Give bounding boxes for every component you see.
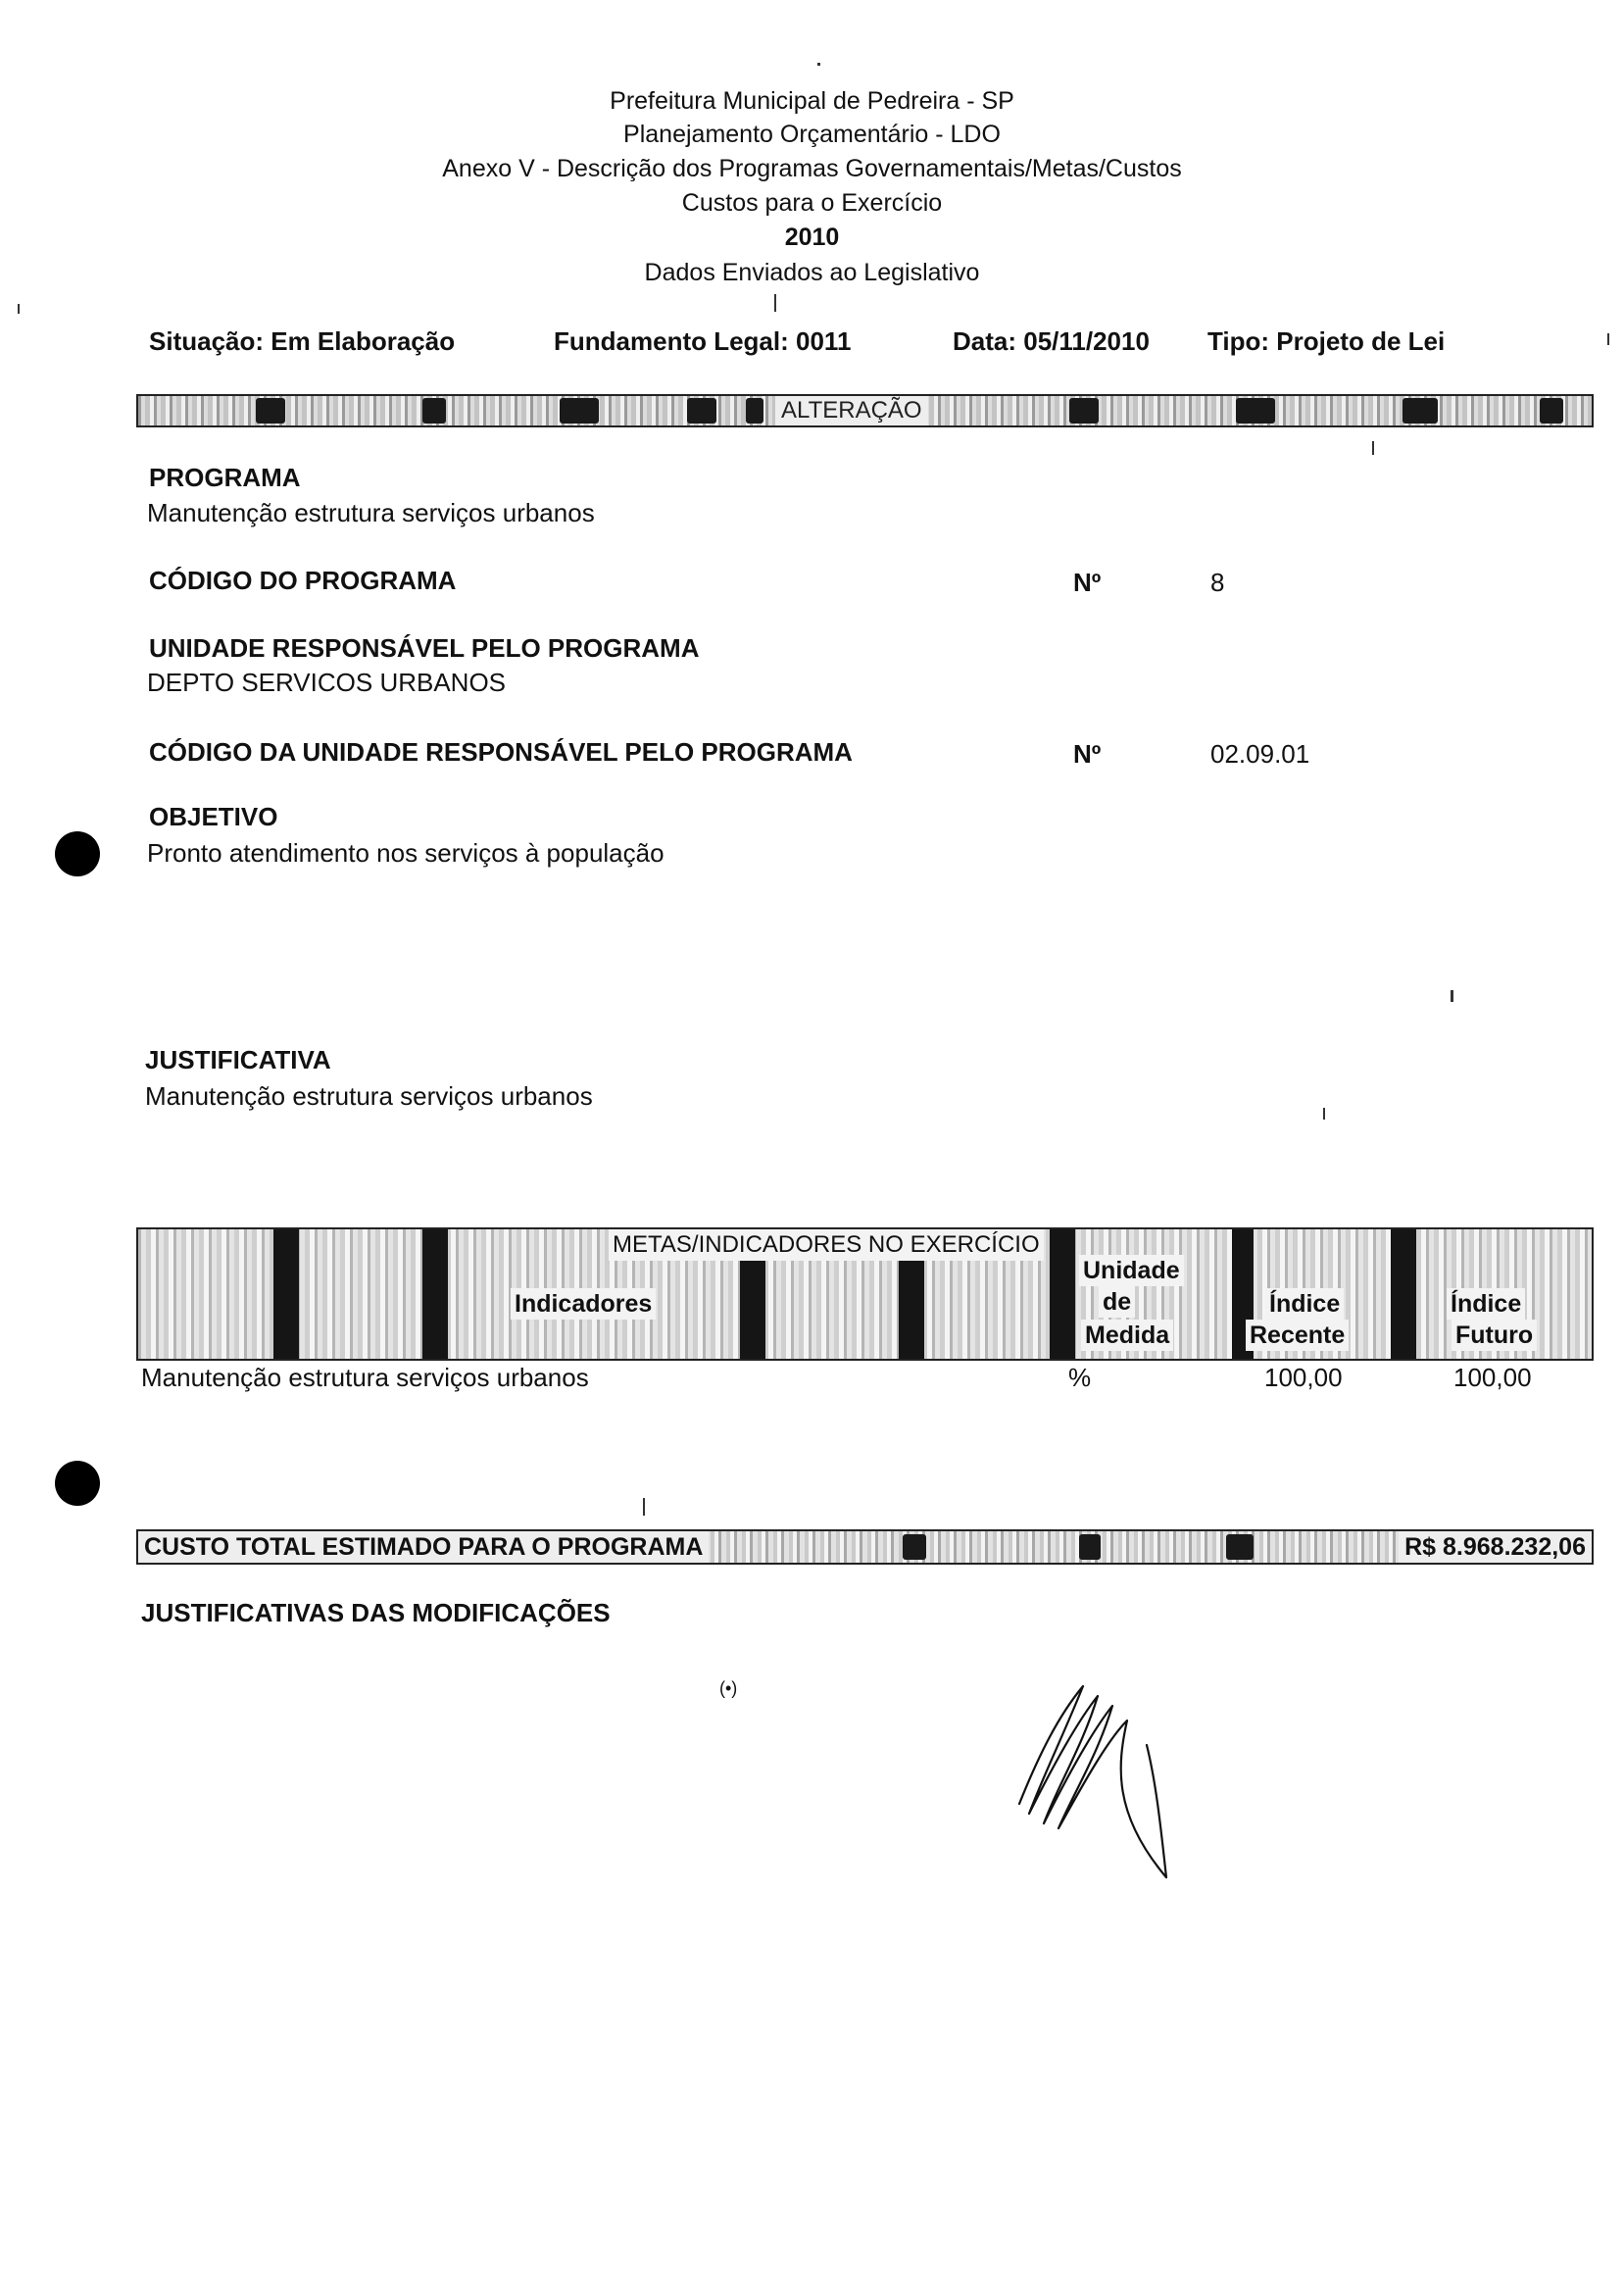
bar-noise	[903, 1534, 926, 1560]
col-futuro-1: Índice	[1447, 1288, 1525, 1320]
col-unidade-1: Unidade	[1079, 1255, 1184, 1286]
custo-total-label: CUSTO TOTAL ESTIMADO PARA O PROGRAMA	[138, 1531, 709, 1563]
codigo-unidade-label: CÓDIGO DA UNIDADE RESPONSÁVEL PELO PROGRAMA	[149, 737, 853, 767]
bar-noise	[1079, 1534, 1101, 1560]
metas-row-recente: 100,00	[1264, 1363, 1343, 1392]
hole-punch	[55, 831, 100, 876]
status-data: Data: 05/11/2010	[953, 326, 1150, 356]
hole-punch	[55, 1461, 100, 1506]
header-line-3: Anexo V - Descrição dos Programas Governamentais/Metas/Custos	[442, 155, 1182, 182]
programa-label: PROGRAMA	[149, 463, 301, 492]
scan-speck	[1372, 441, 1374, 455]
column-separator	[1391, 1229, 1416, 1359]
scan-speck	[1607, 333, 1609, 345]
column-separator	[422, 1229, 448, 1359]
objetivo-label: OBJETIVO	[149, 802, 278, 831]
programa-value: Manutenção estrutura serviços urbanos	[147, 498, 595, 527]
header-line-6: Dados Enviados ao Legislativo	[644, 259, 980, 286]
codigo-programa-label: CÓDIGO DO PROGRAMA	[149, 566, 457, 595]
col-futuro-2: Futuro	[1452, 1320, 1537, 1351]
bar-noise	[1540, 398, 1563, 424]
alteracao-bar	[136, 394, 1594, 427]
codigo-unidade-value: 02.09.01	[1210, 739, 1310, 769]
bar-noise	[1226, 1534, 1254, 1560]
alteracao-label: ALTERAÇÃO	[775, 396, 928, 425]
header-year: 2010	[784, 224, 840, 251]
bar-noise	[422, 398, 446, 424]
small-mark: (•)	[719, 1678, 738, 1698]
status-fundamento: Fundamento Legal: 0011	[554, 326, 852, 356]
scan-speck	[18, 304, 20, 314]
column-separator	[1050, 1229, 1075, 1359]
scan-speck	[643, 1498, 645, 1516]
bar-noise	[1403, 398, 1438, 424]
bar-noise	[256, 398, 285, 424]
scan-speck	[1323, 1108, 1325, 1120]
header-line-2: Planejamento Orçamentário - LDO	[623, 121, 1001, 148]
custo-total-bar	[136, 1529, 1594, 1565]
metas-row-indicador: Manutenção estrutura serviços urbanos	[141, 1363, 589, 1392]
unidade-label: UNIDADE RESPONSÁVEL PELO PROGRAMA	[149, 633, 700, 663]
metas-table-header	[136, 1227, 1594, 1361]
bar-noise	[746, 398, 763, 424]
codigo-unidade-num-label: Nº	[1073, 739, 1102, 769]
justificativa-value: Manutenção estrutura serviços urbanos	[145, 1081, 593, 1111]
header-line-4: Custos para o Exercício	[681, 189, 943, 217]
col-recente-2: Recente	[1246, 1320, 1349, 1351]
scan-speck	[1451, 990, 1453, 1002]
col-unidade-2: de	[1099, 1286, 1135, 1318]
column-separator	[273, 1229, 299, 1359]
signature	[990, 1667, 1215, 1892]
bar-noise	[1069, 398, 1099, 424]
status-situacao: Situação: Em Elaboração	[149, 326, 456, 356]
bar-noise	[1236, 398, 1275, 424]
unidade-value: DEPTO SERVICOS URBANOS	[147, 668, 507, 697]
metas-title: METAS/INDICADORES NO EXERCÍCIO	[609, 1229, 1044, 1261]
bar-noise	[687, 398, 716, 424]
scan-speck	[774, 294, 776, 312]
codigo-programa-num-label: Nº	[1073, 568, 1102, 597]
col-recente-1: Índice	[1265, 1288, 1344, 1320]
custo-total-value: R$ 8.968.232,06	[1399, 1531, 1592, 1563]
justificativa-label: JUSTIFICATIVA	[145, 1045, 331, 1074]
col-unidade-3: Medida	[1081, 1320, 1173, 1351]
metas-row-unidade: %	[1068, 1363, 1092, 1392]
bar-noise	[560, 398, 599, 424]
status-tipo: Tipo: Projeto de Lei	[1207, 326, 1446, 356]
header-line-1: Prefeitura Municipal de Pedreira - SP	[610, 87, 1014, 115]
metas-row-futuro: 100,00	[1453, 1363, 1532, 1392]
col-indicadores: Indicadores	[511, 1288, 656, 1320]
objetivo-value: Pronto atendimento nos serviços à população	[147, 838, 664, 868]
justificativas-modificacoes-label: JUSTIFICATIVAS DAS MODIFICAÇÕES	[141, 1598, 611, 1627]
codigo-programa-value: 8	[1210, 568, 1225, 597]
scan-speck	[817, 63, 820, 66]
